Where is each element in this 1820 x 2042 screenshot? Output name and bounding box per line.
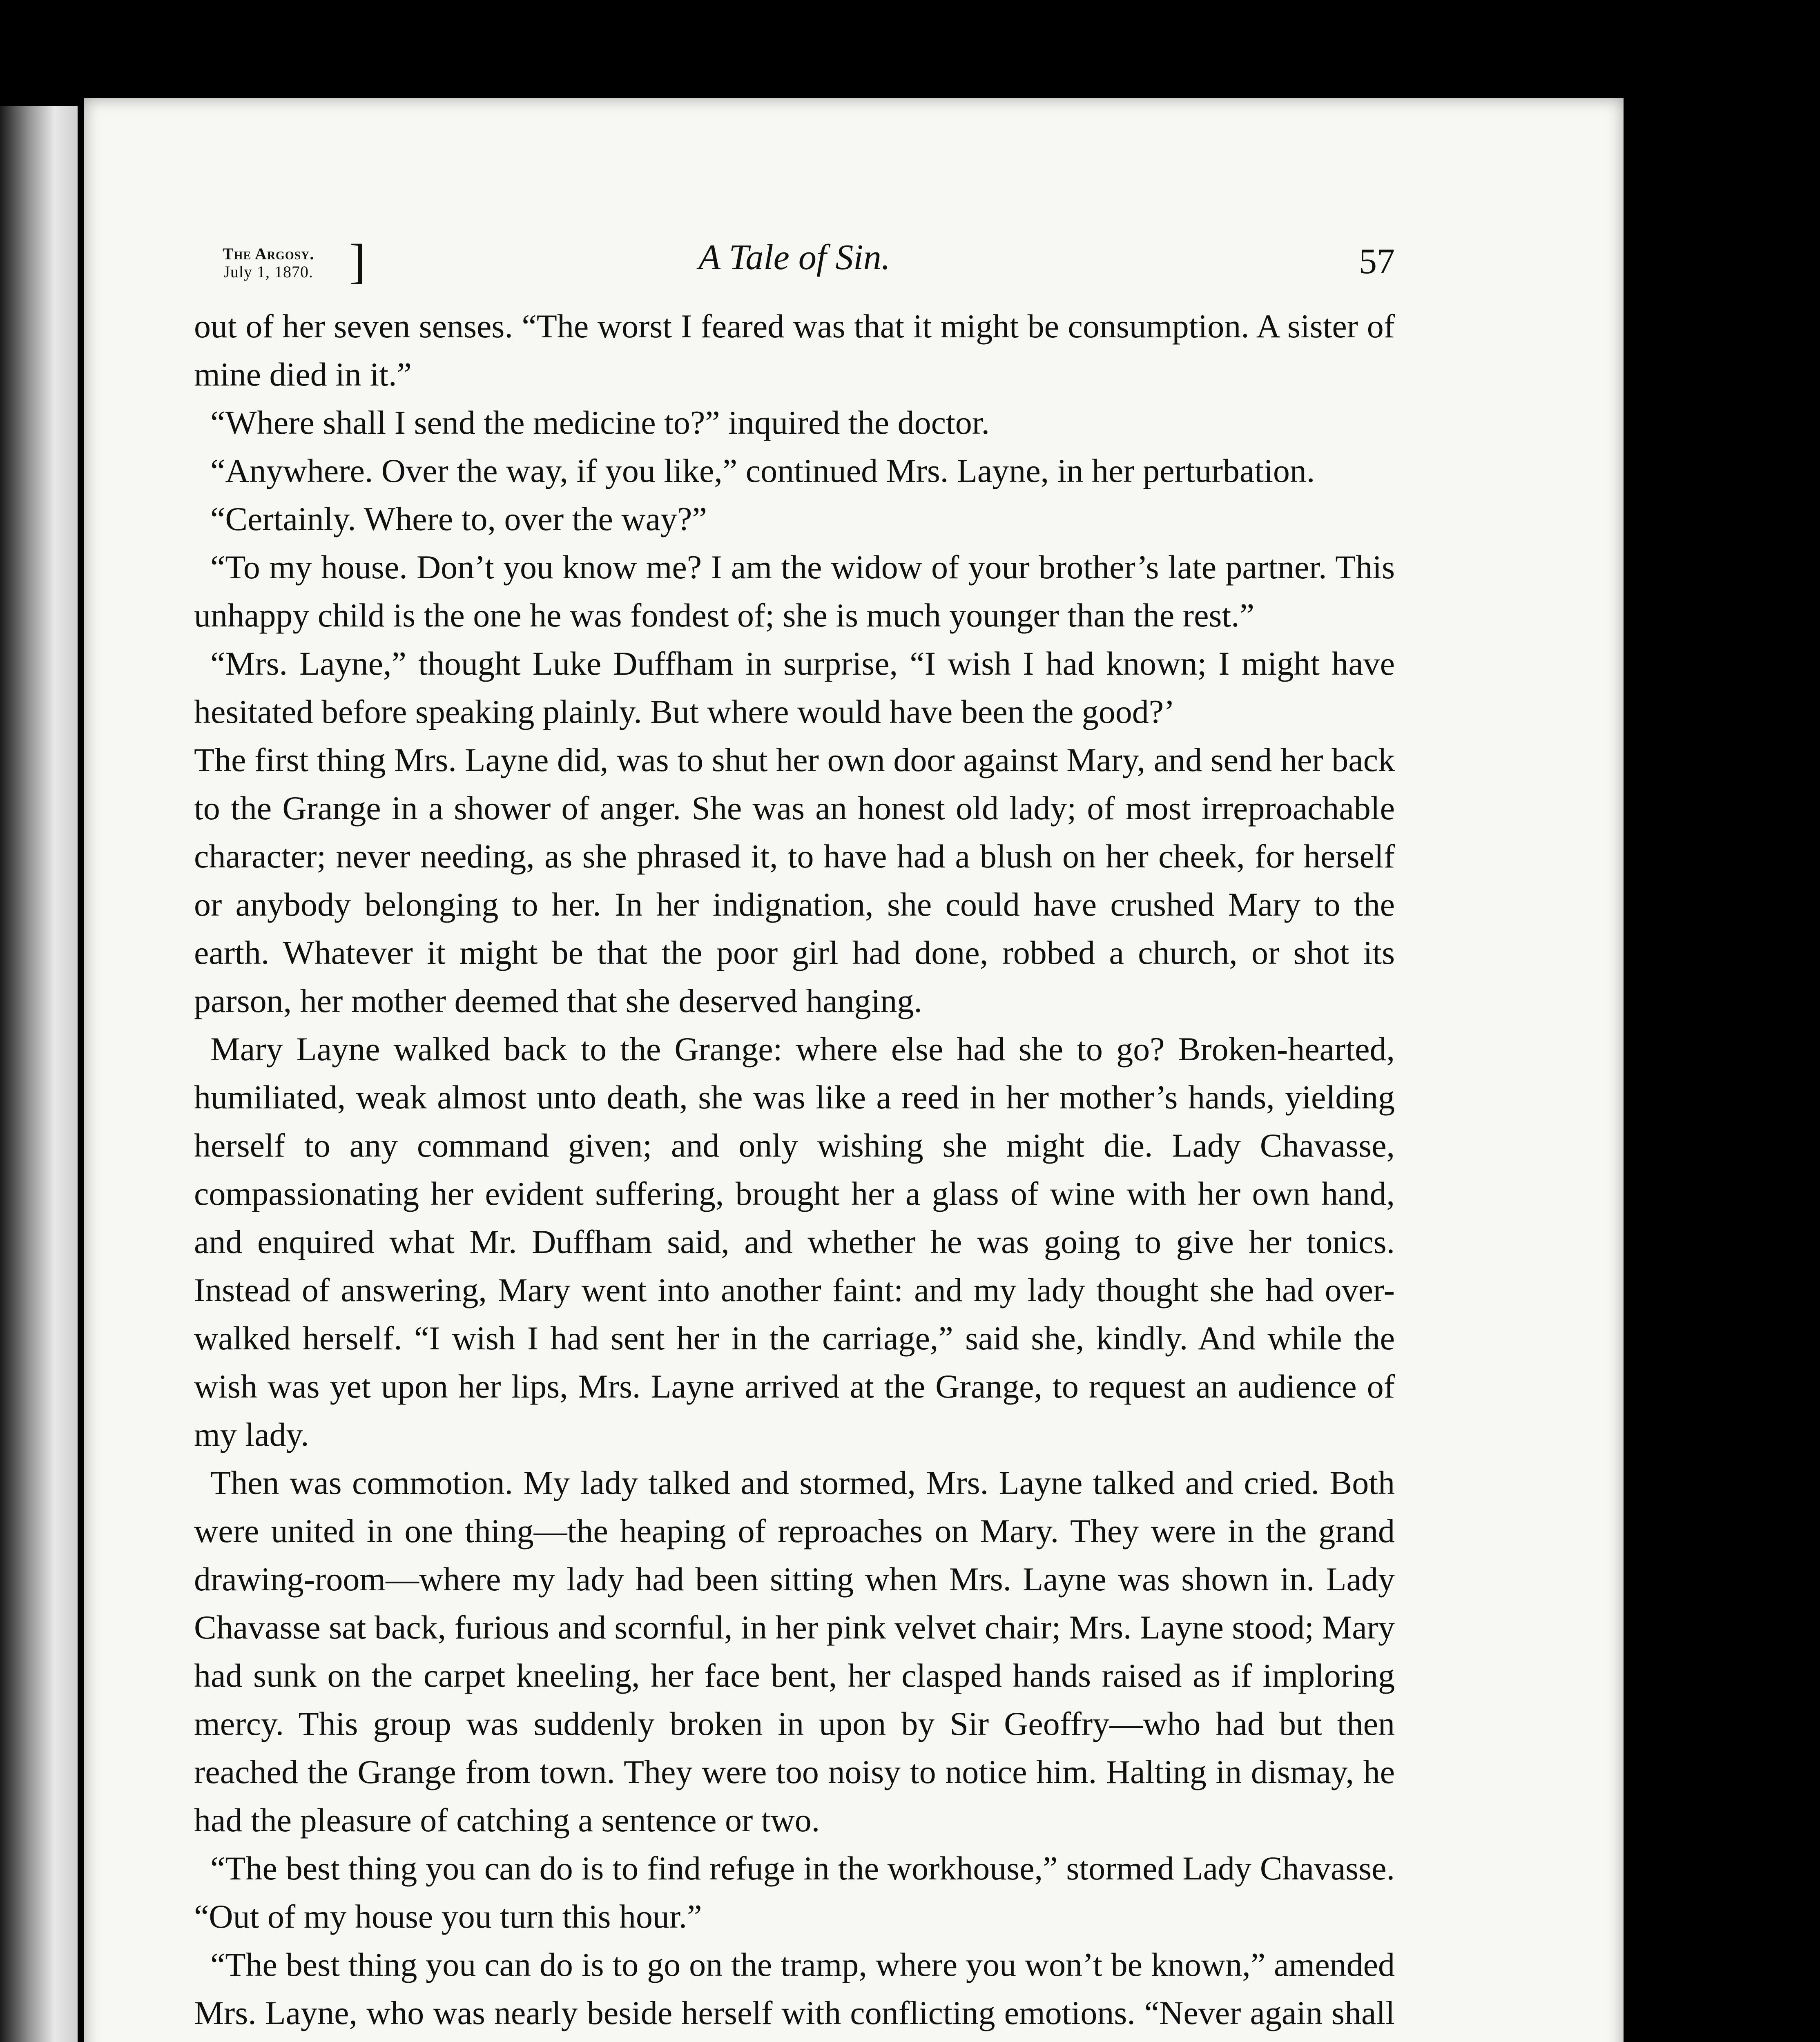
running-head-title: A Tale of Sin. bbox=[698, 238, 890, 277]
issue-date: July 1, 1870. bbox=[223, 263, 314, 281]
paragraph: “To my house. Don’t you know me? I am the widow of your brother’s late partner. This unhappy child is the one he was fondest of; she is much younger than the rest.” bbox=[194, 548, 1395, 634]
running-head bbox=[194, 221, 1395, 302]
paragraph: “The best thing you can do is to go on the tramp, where you won’t be known,” amended Mrs. Layne, who was nearly beside herself with conflicting emotions. “Never again shall bbox=[194, 1946, 1395, 2031]
paragraph: The first thing Mrs. Layne did, was to shut her own door against Mary, and send her back to the Grange in a shower of anger. She was an honest old lady; of most irreproachable character; never needing, as she phrased it, to have had a blush on her cheek, for herself or anybody belonging to her. In her indignation, she could have crushed Mary to the earth. Whatever it might be that the poor girl had done, robbed a church, or shot its parson, her mother deemed that she deserved hanging. bbox=[194, 741, 1395, 1019]
paragraph: Mary Layne walked back to the Grange: where else had she to go? Broken-hearted, humiliated, weak almost unto death, she was like a reed in her mother’s hands, yielding herself to any command given; and only wishing she might die. Lady Chavasse, compassionating her evident suffering, brought her a glass of wine with her own hand, and enquired what Mr. Duffham said, and whether he was going to give her tonics. Instead of answering, Mary went into another faint: and my lady thought she had over-walked herself. “I wish I had sent her in the carriage,” said she, kindly. And while the wish was yet upon her lips, Mrs. Layne arrived at the Grange, to request an audience of my lady. bbox=[194, 1030, 1395, 1453]
page-number: 57 bbox=[1359, 242, 1395, 281]
paragraph: “Anywhere. Over the way, if you like,” continued Mrs. Layne, in her perturbation. bbox=[210, 452, 1315, 489]
magazine-name: The Argosy. bbox=[223, 245, 314, 263]
paragraph: out of her seven senses. “The worst I feared was that it might be consumption. A sister of mine died in it.” bbox=[194, 308, 1395, 393]
paragraph: Then was commotion. My lady talked and stormed, Mrs. Layne talked and cried. Both were united in one thing—the heaping of reproaches on Mary. They were in the grand drawing-room—where my lady had been sitting when Mrs. Layne was shown in. Lady Chavasse sat back, furious and scornful, in her pink velvet chair; Mrs. Layne stood; Mary had sunk on the carpet kneeling, her face bent, her clasped hands raised as if imploring mercy. This group was suddenly broken in upon by Sir Geoffry—who had but then reached the Grange from town. They were too noisy to notice him. Halting in dismay, he had the pleasure of catching a sentence or two. bbox=[194, 1464, 1395, 1839]
book-page bbox=[84, 98, 1624, 2042]
page-content bbox=[194, 221, 1395, 2042]
paragraph: “Where shall I send the medicine to?” inquired the doctor. bbox=[210, 404, 990, 441]
paragraph: “Certainly. Where to, over the way?” bbox=[210, 500, 707, 537]
running-head-bracket: ] bbox=[349, 234, 366, 288]
paragraph: “The best thing you can do is to find refuge in the workhouse,” stormed Lady Chavasse. “Out of my house you turn this hour.” bbox=[194, 1850, 1395, 1935]
previous-page-edge bbox=[0, 106, 78, 2042]
paragraph: “Mrs. Layne,” thought Luke Duffham in surprise, “I wish I had known; I might have hesitated before speaking plainly. But where would have been the good?’ bbox=[194, 645, 1395, 730]
body-text bbox=[194, 302, 1395, 2042]
